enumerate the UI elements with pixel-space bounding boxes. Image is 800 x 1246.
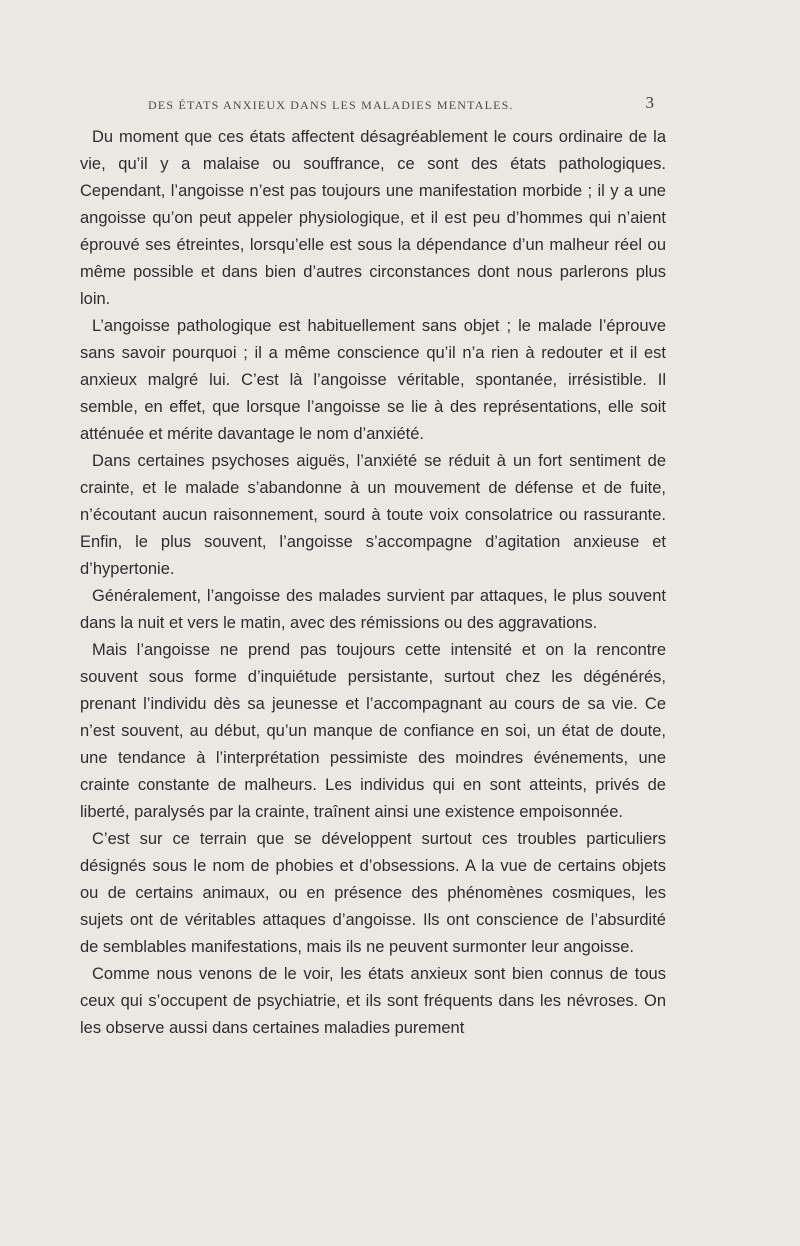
paragraph: Généralement, l’angoisse des malades survient par attaques, le plus souvent dans la nuit et vers le matin, avec des rémissions ou des aggravations.	[80, 587, 666, 632]
paragraph: Du moment que ces états affectent désagréablement le cours ordinaire de la vie, qu’il y a malaise ou souffrance, ce sont des états pathologiques. Cependant, l’angoisse n’est pas toujours une manifestation morbide ; il y a une angoisse qu’on peut appeler physiologique, et il est peu d’hommes qui n’aient éprouvé ses étreintes, lorsqu’elle est sous la dépendance d’un malheur réel ou même possible et dans bien d’autres circonstances dont nous parlerons plus loin.	[80, 128, 666, 308]
paragraph: C’est sur ce terrain que se développent surtout ces troubles particuliers désignés sous le nom de phobies et d’obsessions. A la vue de certains objets ou de certains animaux, ou en présence des phénomènes cosmiques, les sujets ont de véritables attaques d’angoisse. Ils ont conscience de l’absurdité de semblables manifestations, mais ils ne peuvent surmonter leur angoisse.	[80, 830, 666, 956]
paragraph: L’angoisse pathologique est habituellement sans objet ; le malade l’éprouve sans savoir pourquoi ; il a même conscience qu’il n’a rien à redouter et il est anxieux malgré lui. C’est là l’angoisse véritable, spontanée, irrésistible. Il semble, en effet, que lorsque l’angoisse se lie à des représentations, elle soit atténuée et mérite davantage le nom d’anxiété.	[80, 317, 666, 443]
page-header	[148, 93, 654, 117]
paragraph: Dans certaines psychoses aiguës, l’anxiété se réduit à un fort sentiment de crainte, et le malade s’abandonne à un mouvement de défense et de fuite, n’écoutant aucun raisonnement, sourd à toute voix consolatrice ou rassurante. Enfin, le plus souvent, l’angoisse s’accompagne d’agitation anxieuse et d’hypertonie.	[80, 452, 666, 578]
paragraph: Mais l’angoisse ne prend pas toujours cette intensité et on la rencontre souvent sous forme d’inquiétude persistante, surtout chez les dégénérés, prenant l’individu dès sa jeunesse et l’accompagnant au cours de sa vie. Ce n’est souvent, au début, qu’un manque de confiance en soi, un état de doute, une tendance à l’interprétation pessimiste des moindres événements, une crainte constante de malheurs. Les individus qui en sont atteints, privés de liberté, paralysés par la crainte, traînent ainsi une existence empoisonnée.	[80, 641, 666, 821]
running-head: DES ÉTATS ANXIEUX DANS LES MALADIES MENTALES.	[148, 98, 514, 112]
page-number: 3	[645, 93, 654, 112]
page-body	[80, 124, 666, 1042]
paragraph: Comme nous venons de le voir, les états anxieux sont bien connus de tous ceux qui s’occupent de psychiatrie, et ils sont fréquents dans les névroses. On les observe aussi dans certaines maladies purement	[80, 965, 666, 1037]
